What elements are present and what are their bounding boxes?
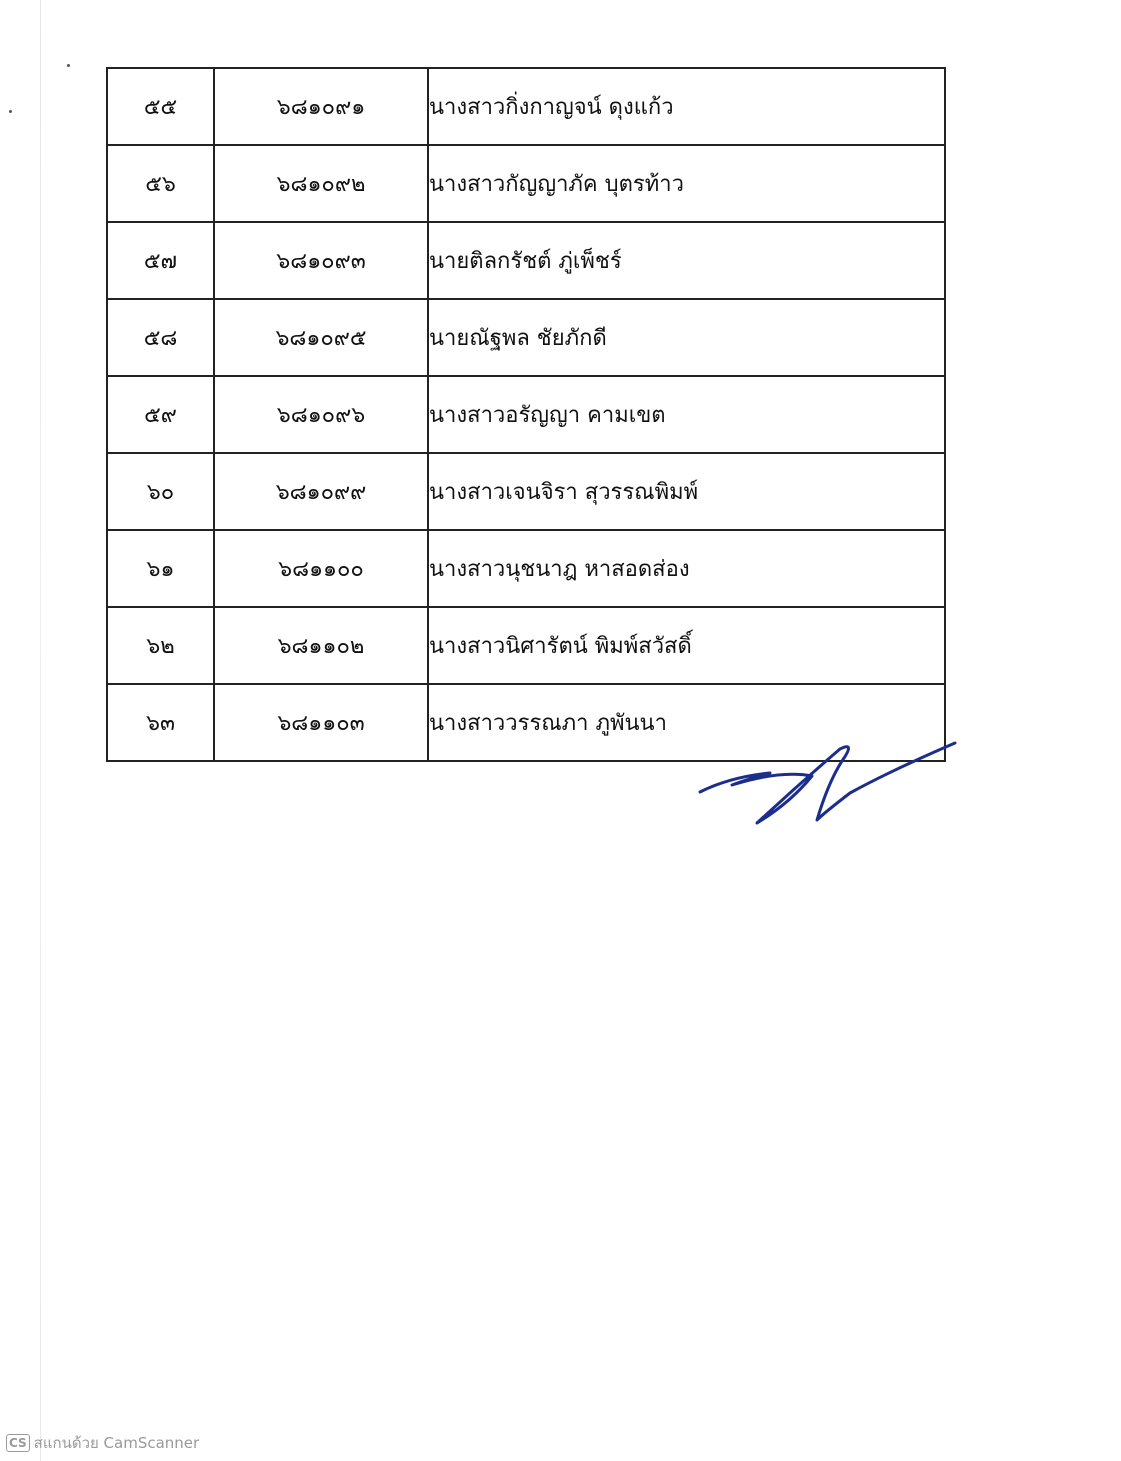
scan-speck <box>9 110 12 113</box>
name-roster-body <box>107 68 945 761</box>
table-row <box>107 299 945 376</box>
camscanner-logo: CS <box>6 1434 30 1452</box>
table-row <box>107 145 945 222</box>
student-name-cell: นายณัฐพล ชัยภักดี <box>428 299 945 376</box>
student-name-cell: นางสาวกิ่งกาญจน์ ดุงแก้ว <box>428 68 945 145</box>
sequence-number-cell: ๕๖ <box>107 145 214 222</box>
sequence-number-cell: ๕๗ <box>107 222 214 299</box>
student-name-cell: นายติลกรัชต์ ภู่เพ็ชร์ <box>428 222 945 299</box>
sequence-number-cell: ๖๒ <box>107 607 214 684</box>
scan-edge-line <box>40 0 41 1461</box>
table-row <box>107 453 945 530</box>
student-id-cell: ๖๘๑๐๙๕ <box>214 299 428 376</box>
camscanner-watermark <box>6 1431 199 1455</box>
sequence-number-cell: ๕๙ <box>107 376 214 453</box>
table-row <box>107 68 945 145</box>
student-id-cell: ๖๘๑๐๙๙ <box>214 453 428 530</box>
sequence-number-cell: ๖๑ <box>107 530 214 607</box>
scan-speck <box>67 64 70 67</box>
sequence-number-cell: ๖๓ <box>107 684 214 761</box>
camscanner-text: สแกนด้วย CamScanner <box>33 1434 200 1452</box>
student-id-cell: ๖๘๑๑๐๒ <box>214 607 428 684</box>
student-name-cell: นางสาวนุชนาฎ หาสอดส่อง <box>428 530 945 607</box>
table-row <box>107 530 945 607</box>
table-row <box>107 222 945 299</box>
student-id-cell: ๖๘๑๐๙๒ <box>214 145 428 222</box>
sequence-number-cell: ๖๐ <box>107 453 214 530</box>
name-roster-table <box>106 67 946 762</box>
student-id-cell: ๖๘๑๐๙๑ <box>214 68 428 145</box>
student-id-cell: ๖๘๑๑๐๓ <box>214 684 428 761</box>
student-id-cell: ๖๘๑๑๐๐ <box>214 530 428 607</box>
student-name-cell: นางสาวเจนจิรา สุวรรณพิมพ์ <box>428 453 945 530</box>
sequence-number-cell: ๕๘ <box>107 299 214 376</box>
student-name-cell: นางสาววรรณภา ภูพันนา <box>428 684 945 761</box>
student-name-cell: นางสาวนิศารัตน์ พิมพ์สวัสดิ์ <box>428 607 945 684</box>
student-id-cell: ๖๘๑๐๙๖ <box>214 376 428 453</box>
table-row <box>107 376 945 453</box>
sequence-number-cell: ๕๕ <box>107 68 214 145</box>
student-name-cell: นางสาวกัญญาภัค บุตรท้าว <box>428 145 945 222</box>
handwritten-signature <box>690 735 960 830</box>
student-name-cell: นางสาวอรัญญา คามเขต <box>428 376 945 453</box>
table-row <box>107 607 945 684</box>
student-id-cell: ๖๘๑๐๙๓ <box>214 222 428 299</box>
